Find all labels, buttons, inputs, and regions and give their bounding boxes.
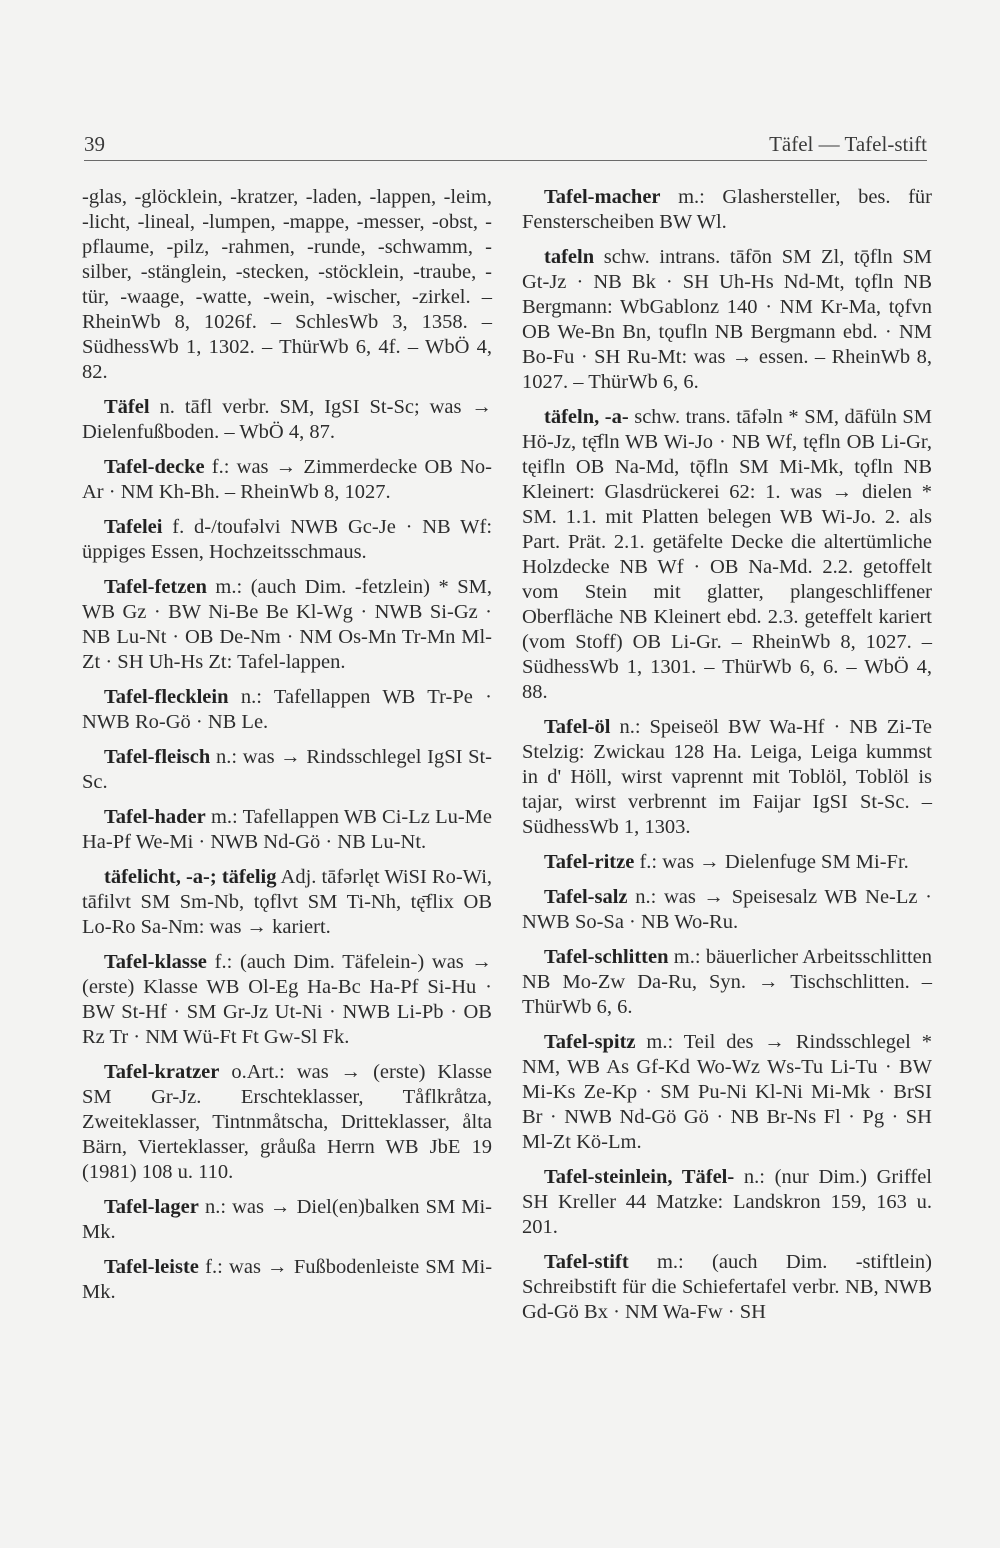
entry-text: (auch Dim. Täfelein-) was → (erste) Klasse WB Ol-Eg Ha-Bc Ha-Pf Si-Hu · BW St-Hf · SM Gr-Jz Ut-Ni · NWB Li-Pb · OB Rz Tr · NM Wü-Ft Ft Gw-Sl Fk. (82, 951, 492, 1048)
grammar-label: schw. trans. (634, 406, 731, 428)
headword: Tafel-ritze (544, 851, 635, 873)
dictionary-entry (522, 850, 932, 875)
grammar-label: f.: (211, 456, 230, 478)
page-header (84, 130, 927, 161)
dictionary-entry (522, 185, 932, 235)
grammar-label: n.: (240, 686, 262, 708)
left-column (82, 185, 492, 1315)
dictionary-entry (522, 405, 932, 705)
grammar-label: n.: (635, 886, 657, 908)
headword: Tafel-spitz (544, 1031, 636, 1053)
headword: Tafel-fleisch (104, 746, 211, 768)
grammar-label: m.: (673, 946, 701, 968)
entry-text: tāfəln * SM, dāfüln SM Hö-Jz, tę̄fln WB Wi-Jo · NB Wf, tęfln OB Li-Gr, tęifln OB Na-Md, tǭfln SM Mi-Mk, tǫfln NB Kleinert: Glasdrückerei 62: 1. was → dielen * SM. 1.1. mit Platten belegen WB Wi-Jo. 2. als Part. Prät. 2.1. getäfelte Decke die altertümliche Holzdecke NB Wf · OB Na-Md. 2.2. getoffelt vom Stein mit glatter, plangeschliffener Oberfläche NB Kleinert ebd. 2.3. geteffelt kariert (vom Stoff) OB Li-Gr. – RheinWb 8, 1027. – SüdhessWb 1, 1301. – ThürWb 6, 6. – WbÖ 4, 88. (522, 406, 933, 703)
grammar-label: f.: (639, 851, 658, 873)
headword: Tafel-schlitten (544, 946, 669, 968)
entry-text: was → Dielenfuge SM Mi-Fr. (662, 851, 909, 873)
dictionary-entry (82, 1060, 492, 1185)
dictionary-entry (82, 685, 492, 735)
dictionary-entry (82, 455, 492, 505)
grammar-label: m.: (646, 1031, 674, 1053)
headword: Tafel-stift (544, 1251, 629, 1273)
dictionary-entry (82, 745, 492, 795)
headword: Tafel-flecklein (104, 686, 229, 708)
entry-text: Speiseöl BW Wa-Hf · NB Zi-Te Stelzig: Zwickau 128 Ha. Leiga, Leiga kummst in d' Höll, wirst vaprennt mit Toblöl, Toblöl is tajar, wirst verbrennt im Faijar IgSI St-Sc. – SüdhessWb 1, 1303. (522, 716, 933, 838)
page-number: 39 (84, 132, 105, 156)
entry-text: Teil des → Rindsschlegel * NM, WB As Gf-Kd Wo-Wz Ws-Tu Li-Tu · BW Mi-Ks Ze-Kp · SM Pu-Ni Kl-Ni Mi-Mk · BrSI Br · NWB Nd-Gö Gö · NB Br-Ns Fl · Pg · SH Ml-Zt Kö-Lm. (522, 1031, 932, 1153)
entry-text: was → Rindsschlegel IgSI St-Sc. (82, 746, 493, 793)
dictionary-entry (522, 245, 932, 395)
dictionary-entry: -glas, -glöcklein, -kratzer, -laden, -lappen, -leim, -licht, -lineal, -lumpen, -mappe, -messer, -obst, -pflaume, -pilz, -rahmen, -runde, -schwamm, -silber, -stänglein, -stecken, -stöcklein, -traube, -tür, -waage, -watte, -wein, -wischer, -zirkel. – RheinWb 8, 1026f. – SchlesWb 3, 1358. – SüdhessWb 1, 1302. – ThürWb 6, 4f. – WbÖ 4, 82. (82, 186, 492, 383)
headword: Tafel-lager (104, 1196, 199, 1218)
dictionary-entry (82, 805, 492, 855)
grammar-label: m.: (215, 576, 243, 598)
headword: täfelicht, -a-; täfelig (104, 866, 277, 888)
dictionary-entry (522, 885, 932, 935)
headword: tafeln (544, 246, 595, 268)
headword: Tafelei (104, 516, 163, 538)
headword: Täfel (104, 396, 150, 418)
dictionary-entry (522, 1030, 932, 1155)
grammar-label: n.: (204, 1196, 227, 1218)
dictionary-entry (82, 395, 492, 445)
grammar-label: Adj. (280, 866, 317, 888)
headword: Tafel-salz (544, 886, 628, 908)
entry-text: tāfərlęt WiSI Ro-Wi, tāfilvt SM Sm-Nb, tǫflvt SM Ti-Nh, tę̄flix OB Lo-Ro Sa-Nm: was → kariert. (82, 866, 493, 938)
grammar-label: n.: (215, 746, 238, 768)
grammar-label: m.: (210, 806, 238, 828)
grammar-label: m.: (656, 1251, 684, 1273)
dictionary-entry (82, 1255, 492, 1305)
dictionary-entry (522, 1165, 932, 1240)
grammar-label: m.: (678, 186, 705, 208)
entry-text: Glashersteller, bes. für Fensterscheiben BW Wl. (522, 186, 932, 233)
headword: Tafel-steinlein, Täfel- (544, 1166, 735, 1188)
entry-text: Tafellappen WB Tr-Pe · NWB Ro-Gö · NB Le. (82, 686, 493, 733)
headword: Tafel-öl (544, 716, 611, 738)
dictionary-entry (82, 575, 492, 675)
grammar-label: o.Art.: (231, 1061, 285, 1083)
headword: Tafel-leiste (104, 1256, 199, 1278)
entry-text: was → Fußbodenleiste SM Mi-Mk. (82, 1256, 493, 1303)
running-head: Täfel — Tafel-stift (769, 132, 927, 156)
entry-text: was → (erste) Klasse SM Gr-Jz. Erschteklasser, Tåflkråtza, Zweiteklasser, Tintnmåtscha, Dritteklasser, ålta Bärn, Vierteklasser, gråußa Herrn WB JbE 19 (1981) 108 u. 110. (82, 1061, 493, 1183)
entry-text: (auch Dim. -stiftlein) Schreibstift für die Schiefertafel verbr. NB, NWB Gd-Gö Bx · NM Wa-Fw · SH (522, 1251, 932, 1323)
entry-text: tāfl verbr. SM, IgSI St-Sc; was → Dielenfußboden. – WbÖ 4, 87. (82, 396, 493, 443)
entry-text: tāfōn SM Zl, tǭfln SM Gt-Jz · NB Bk · SH Uh-Hs Nd-Mt, tǫfln NB Bergmann: WbGablonz 140 · NM Kr-Ma, tǫfvn OB We-Bn Bn, tǫufln NB Bergmann ebd. · NM Bo-Fu · SH Ru-Mt: was → essen. – RheinWb 8, 1027. – ThürWb 6, 6. (522, 246, 932, 393)
grammar-label: n.: (619, 716, 641, 738)
entry-text: Tafellappen WB Ci-Lz Lu-Me Ha-Pf We-Mi · NWB Nd-Gö · NB Lu-Nt. (82, 806, 492, 853)
entry-text: d-/toufəlvi NWB Gc-Je · NB Wf: üppiges Essen, Hochzeitsschmaus. (82, 516, 493, 563)
grammar-label: f.: (205, 1256, 223, 1278)
dictionary-entry (522, 715, 932, 840)
dictionary-entry (82, 1195, 492, 1245)
headword: täfeln, -a- (544, 406, 629, 428)
entry-text: bäuerlicher Arbeitsschlitten NB Mo-Zw Da-Ru, Syn. → Tischschlitten. – ThürWb 6, 6. (522, 946, 933, 1018)
entry-text: was → Zimmerdecke OB No-Ar · NM Kh-Bh. – RheinWb 8, 1027. (82, 456, 493, 503)
entry-text: was → Diel(en)balken SM Mi-Mk. (82, 1196, 493, 1243)
dictionary-entry (82, 515, 492, 565)
headword: Tafel-kratzer (104, 1061, 220, 1083)
grammar-label: n. (159, 396, 175, 418)
grammar-label: n.: (743, 1166, 765, 1188)
dictionary-entry (522, 945, 932, 1020)
headword: Tafel-fetzen (104, 576, 207, 598)
entry-text: was → Speisesalz WB Ne-Lz · NWB So-Sa · NB Wo-Ru. (522, 886, 932, 933)
grammar-label: schw. intrans. (603, 246, 721, 268)
headword: Tafel-hader (104, 806, 206, 828)
entry-text: (nur Dim.) Griffel SH Kreller 44 Matzke: Landskron 159, 163 u. 201. (522, 1166, 932, 1238)
headword: Tafel-klasse (104, 951, 207, 973)
dictionary-entry (82, 865, 492, 940)
grammar-label: f. (172, 516, 185, 538)
right-column (522, 185, 932, 1335)
dictionary-entry (522, 1250, 932, 1325)
entry-text: (auch Dim. -fetzlein) * SM, WB Gz · BW Ni-Be Be Kl-Wg · NWB Si-Gz · NB Lu-Nt · OB De-Nm · NM Os-Mn Tr-Mn Ml-Zt · SH Uh-Hs Zt: Tafel-lappen. (82, 576, 493, 673)
grammar-label: f.: (214, 951, 233, 973)
headword: Tafel-macher (544, 186, 661, 208)
headword: Tafel-decke (104, 456, 205, 478)
dictionary-entry (82, 950, 492, 1050)
